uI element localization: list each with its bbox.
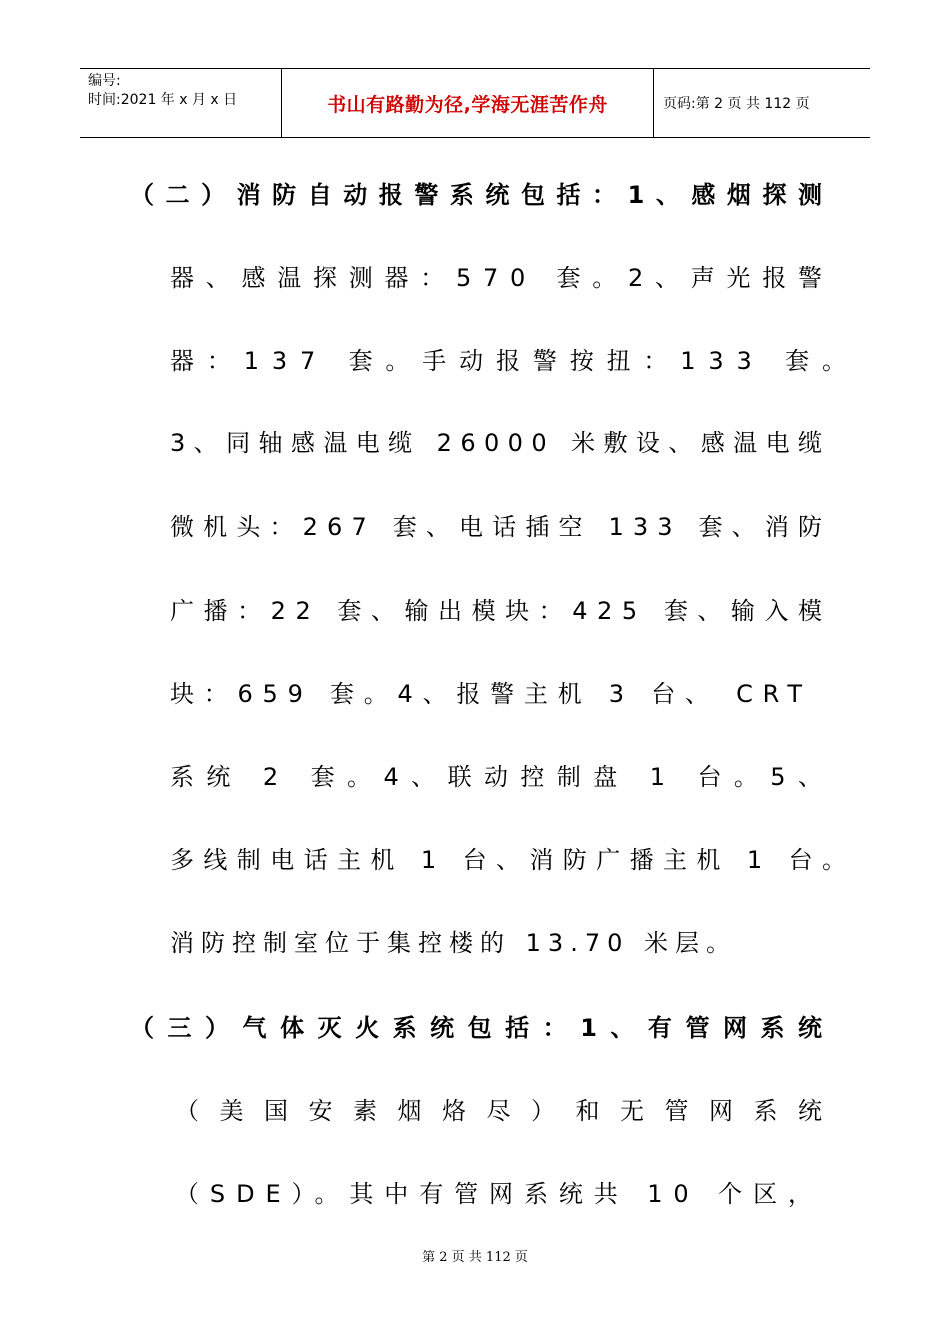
footer-page-number: 第 2 页 共 112 页 (422, 1250, 528, 1265)
body-line: 器、感温探测器：570 套。2、声光报警 (170, 264, 834, 292)
body-line: 多线制电话主机 1 台、消防广播主机 1 台。 (170, 846, 856, 874)
body-line: 器：137 套。手动报警按扭：133 套。 (170, 347, 859, 375)
body-line: 广播：22 套、输出模块：425 套、输入模 (170, 597, 832, 625)
header-page-info-cell (654, 69, 870, 137)
body-line: 消防控制室位于集控楼的 13.70 米层。 (170, 929, 737, 957)
page-footer (0, 1246, 950, 1265)
header-meta (80, 69, 282, 137)
body-line: 系统 2 套。4、联动控制盘 1 台。5、 (170, 763, 835, 791)
body-line: 3、同轴感温电缆 26000 米敷设、感温电缆 (170, 429, 831, 457)
header-motto: 书山有路勤为径,学海无涯苦作舟 (327, 93, 608, 116)
body-line: （二）消防自动报警系统包括：1、感烟探测 (130, 181, 834, 209)
document-date: 时间:2021 年 x 月 x 日 (88, 92, 238, 108)
body-line: （美国安素烟烙尽）和无管网系统 (175, 1097, 843, 1125)
body-line: 微机头：267 套、电话插空 133 套、消防 (170, 513, 832, 541)
body-line: 块：659 套。4、报警主机 3 台、 CRT (170, 680, 812, 708)
document-number-label: 编号: (88, 73, 121, 89)
header-motto-cell (282, 69, 654, 137)
page-header (80, 68, 870, 138)
body-line: （三）气体灭火系统包括：1、有管网系统 (130, 1014, 836, 1042)
header-page-info: 页码:第 2 页 共 112 页 (663, 96, 810, 112)
body-line: （SDE）。其中有管网系统共 10 个区， (175, 1180, 823, 1208)
